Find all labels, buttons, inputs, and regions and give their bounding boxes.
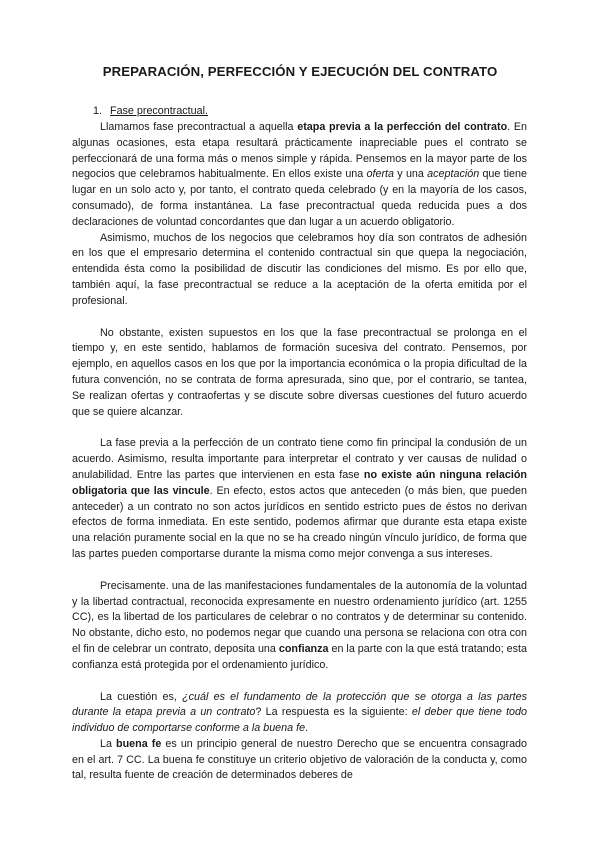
paragraph-7: La buena fe es un principio general de nuestro Derecho que se encuentra consagrado en el art. 7 CC. La buena fe constituye un criterio objetivo de valoración de la conducta y, como tal, resulta fuente de creación de determinados deberes de	[72, 737, 528, 782]
document-body	[72, 104, 527, 784]
paragraph-2: Asimismo, muchos de los negocios que celebramos hoy día son contratos de adhesión en los que el empresario determina el contenido contractual sin que quepa la negociación, entendida ésta como la posibilidad de discutir las condiciones del mismo. Es por ello que, también aquí, la fase precontractual se reduce a la aceptación de la oferta emitida por el profesional.	[72, 231, 527, 307]
paragraph-4: La fase previa a la perfección de un contrato tiene como fin principal la condusión de un acuerdo. Asimismo, resulta importante para interpretar el contrato y ver causas de nulidad o anulabilidad. Entre las partes que intervienen en esta fase no existe aún ninguna relación obligatoria que las vincule. En efecto, estos actos que anteceden (o más bien, que pueden anteceder) a un contrato no son actos jurídicos en sentido estricto pues de éstos no derivan efectos de forma inmediata. En este sentido, podemos afirmar que durante esta etapa existe una relación puramente social en la que no se ha creado ningún vínculo jurídico, de forma que las partes pueden comportarse durante la misma como mejor convenga a sus intereses.	[72, 437, 527, 560]
paragraph-3: No obstante, existen supuestos en los que la fase precontractual se prolonga en el tiempo y, en este sentido, hablamos de formación sucesiva del contrato. Pensemos, por ejemplo, en aquellos casos en los que por la importancia económica o la propia dificultad de la futura convención, no se contrata de forma apresurada, sino que, por el contrario, se tantea, Se realizan ofertas y contraofertas y se discute sobre diversas cuestiones del futuro acuerdo que se quiere alcanzar.	[72, 326, 527, 418]
paragraph-5: Precisamente. una de las manifestaciones fundamentales de la autonomía de la voluntad y la libertad contractual, reconocida expresamente en nuestro ordenamiento jurídico (art. 1255 CC), es la libertad de los particulares de celebrar o no contratos y de determinar su contenido. No obstante, dicho esto, no podemos negar que cuando una persona se relaciona con otra con el fin de celebrar un contrato, deposita una confianza en la parte con la que está tratando; esta confianza está protegida por el ordenamiento jurídico.	[72, 579, 527, 671]
section-label: Fase precontractual.	[110, 105, 208, 117]
section-number: 1.	[93, 105, 102, 117]
paragraph-6: La cuestión es, ¿cuál es el fundamento de la protección que se otorga a las partes durante la etapa previa a un contrato? La respuesta es la siguiente: el deber que tiene todo individuo de comportarse conforme a la buena fe.	[72, 690, 527, 735]
section-heading	[72, 104, 527, 120]
paragraph-1: Llamamos fase precontractual a aquella etapa previa a la perfección del contrato. En algunas ocasiones, esta etapa resultará prácticamente inapreciable pues el contrato se perfeccionará de una forma más o menos simple y rápida. Pensemos en la mayor parte de los negocios que celebramos habitualmente. En ellos existe una oferta y una aceptación que tiene lugar en un solo acto y, por tanto, el contrato queda celebrado (y en la mayoría de los casos, consumado), de forma instantánea. La fase precontractual queda reducida pues a dos declaraciones de voluntad concordantes que dan lugar a un acuerdo obligatorio.	[72, 121, 527, 228]
document-title: PREPARACIÓN, PERFECCIÓN Y EJECUCIÓN DEL CONTRATO	[102, 64, 498, 79]
